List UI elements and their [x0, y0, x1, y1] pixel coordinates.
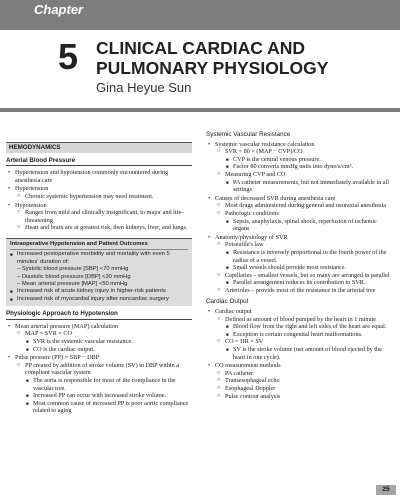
detail-list-item: ■ PA catheter measurements, but not immediately available in all settings	[225, 179, 392, 194]
sub-list-item: ○ Capillaries – smallest vessels, but so many are arranged in parallel ■ Parallel arrangement reduces its contribution to SVR.	[216, 272, 392, 287]
section-heading: HEMODYNAMICS	[6, 142, 192, 153]
callout-box	[6, 238, 192, 306]
hypotension-list	[6, 323, 192, 415]
list-item: • Hypotension ○ Ranges from mild and clinically insignificant, to major and life-threatening ○ Heart and brain are at greatest risk, then kidneys, liver, and lungs.	[6, 202, 192, 232]
cardiac-output-list	[206, 308, 392, 400]
sub-list-item: ○ Arterioles – provide most of the resistance in the arterial tree	[216, 287, 392, 295]
chapter-title	[96, 38, 386, 78]
detail-list-item: ■ Increased PP can occur with increased stroke volume.	[25, 392, 192, 400]
sub-list-item: ○ CO = HR × SV ■ SV is the stroke volume (net amount of blood ejected by the heart in one cycle).	[216, 338, 392, 361]
detail-list-item: ■ Sepsis, anaphylaxis, spinal shock, reperfusion of ischemic organs	[225, 218, 392, 233]
subsection-heading-hypotension: Physiologic Approach to Hypotension	[6, 310, 192, 320]
list-item: • Mean arterial pressure (MAP) calculation ○ MAP = SVR × CO ■ SVR is the systemic vascular resistance. ■ CO is the cardiac output.	[6, 323, 192, 353]
right-column	[206, 131, 392, 401]
sub-list-item: ○ Pathologic conditions ■ Sepsis, anaphylaxis, spinal shock, reperfusion of ischemic organs	[216, 210, 392, 233]
left-column	[6, 142, 192, 416]
list-item: • Hypertension ○ Chronic systemic hypertension may need treatment.	[6, 185, 192, 200]
detail-list-item: ■ CO is the cardiac output.	[25, 346, 192, 354]
callout-title: Intraoperative Hypotension and Patient Outcomes	[10, 241, 188, 250]
chapter-title-line-2: PULMONARY PHYSIOLOGY	[96, 58, 329, 78]
chapter-title-line-1: CLINICAL CARDIAC AND	[96, 38, 306, 58]
callout-sub-item: – Mean arterial pressure [MAP] <50 mmHg	[17, 280, 128, 287]
header-divider	[0, 108, 400, 112]
callout-item: ■ Increased risk of acute kidney injury in higher-risk patients	[10, 288, 188, 295]
chapter-number: 5	[58, 36, 79, 77]
sub-list-item: ○ Measuring CVP and CO ■ PA catheter measurements, but not immediately available in all settings	[216, 171, 392, 194]
sub-list-item: ○ Chronic systemic hypertension may need treatment.	[16, 193, 192, 201]
list-item: • CO measurement methods ○ PA catheter ○ Transesophageal echo ○ Esophageal Doppler ○ Pulse contour analysis	[206, 362, 392, 400]
sub-list-item: ○ MAP = SVR × CO ■ SVR is the systemic vascular resistance. ■ CO is the cardiac output.	[16, 330, 192, 353]
detail-list-item: ■ Most common cause of increased PP is poor aortic compliance related to aging	[25, 400, 192, 415]
page-number: 25	[376, 485, 396, 495]
author-name: Gina Heyue Sun	[96, 80, 192, 95]
heading-cardiac-output: Cardiac Output	[206, 298, 249, 306]
list-item: • Cardiac output ○ Defined as amount of blood pumped by the heart in 1 minute ■ Blood flow from the right and left sides of the heart are equal. ■ Exception is certain congenital heart malformations. ○ CO = HR × SV ■ SV is the stroke volume (net amount of blood ejected by the heart in one cycle).	[206, 308, 392, 361]
sub-list-item: ○ Pulse contour analysis	[216, 393, 392, 401]
detail-list-item: ■ The aorta is responsible for most of the compliance in the vascular tree.	[25, 377, 192, 392]
sub-list-item: ○ PP created by addition of stroke volume (SV) to DBP within a compliant vascular system ■ The aorta is responsible for most of the compliance in the vascular tree. ■ Increased PP can occur with increased stroke volume. ■ Most common cause of increased PP is poor aortic compliance related to aging	[16, 362, 192, 415]
list-item: • Pulse pressure (PP) = SBP − DBP ○ PP created by addition of stroke volume (SV) to DBP within a compliant vascular system ■ The aorta is responsible for most of the compliance in the vascular tree. ■ Increased PP can occur with increased stroke volume. ■ Most common cause of increased PP is poor aortic compliance related to aging	[6, 354, 192, 415]
heading-svr: Systemic Vascular Resistance	[206, 131, 291, 138]
sub-list-item: ○ Transesophageal echo	[216, 377, 392, 385]
detail-list-item: ■ Parallel arrangement reduces its contribution to SVR.	[225, 279, 392, 287]
callout-list	[10, 251, 188, 303]
list-item: • Hypertension and hypotension commonly encountered during anesthesia care	[6, 169, 192, 184]
detail-list-item: ■ Small vessels should provide most resistance.	[225, 264, 392, 272]
callout-sub-item: – Diastolic blood pressure [DBP] <30 mmHg	[17, 273, 131, 280]
detail-list-item: ■ Blood flow from the right and left sides of the heart are equal.	[225, 323, 392, 331]
detail-list-item: ■ SVR is the systemic vascular resistance.	[25, 338, 192, 346]
sub-list-item: ○ PA catheter	[216, 370, 392, 378]
chapter-header-bar	[0, 0, 400, 30]
callout-item: ■ Increased risk of myocardial injury after noncardiac surgery	[10, 296, 188, 303]
sub-list-item: ○ Most drugs administered during general and neuraxial anesthesia	[216, 202, 392, 210]
list-item: • Causes of decreased SVR during anesthesia care ○ Most drugs administered during general and neuraxial anesthesia ○ Pathologic conditions ■ Sepsis, anaphylaxis, spinal shock, reperfusion of ischemic organs	[206, 195, 392, 233]
sub-list-item: ○ Defined as amount of blood pumped by the heart in 1 minute ■ Blood flow from the right and left sides of the heart are equal. ■ Exception is certain congenital heart malformations.	[216, 316, 392, 339]
sub-list-item: ○ Heart and brain are at greatest risk, then kidneys, liver, and lungs.	[16, 224, 192, 232]
detail-list-item: ■ Resistance is inversely proportional to the fourth power of the radius of a vessel.	[225, 249, 392, 264]
list-item: • Anatomy/physiology of SVR ○ Poiseuille's law ■ Resistance is inversely proportional to the fourth power of the radius of a vessel. ■ Small vessels should provide most resistance. ○ Capillaries – smallest vessels, but so many are arranged in parallel ■ Parallel arrangement reduces its contribution to SVR. ○ Arterioles – provide most of the resistance in the arterial tree	[206, 234, 392, 295]
callout-item: ■ Increased postoperative morbidity and mortality with even 5 minutes' duration of: – Systolic blood pressure [SBP] <70 mmHg – Diastolic blood pressure [DBP] <30 mmHg – Mean arterial pressure [MAP] <50 mmHg	[10, 251, 188, 288]
sub-list-item: ○ Poiseuille's law ■ Resistance is inversely proportional to the fourth power of the radius of a vessel. ■ Small vessels should provide most resistance.	[216, 241, 392, 271]
detail-list-item: ■ Factor 80 converts mmHg units into dyne/s/cm⁵.	[225, 163, 392, 171]
svr-list	[206, 141, 392, 295]
sub-list-item: ○ SVR = 80 × (MAP − CVP)/CO ■ CVP is the central venous pressure. ■ Factor 80 converts mmHg units into dyne/s/cm⁵.	[216, 148, 392, 171]
subsection-heading-arterial-bp: Arterial Blood Pressure	[6, 157, 192, 167]
callout-sub-item: – Systolic blood pressure [SBP] <70 mmHg	[17, 266, 129, 273]
sub-list-item: ○ Ranges from mild and clinically insignificant, to major and life-threatening	[16, 209, 192, 224]
detail-list-item: ■ CVP is the central venous pressure.	[225, 156, 392, 164]
arterial-bp-list	[6, 169, 192, 232]
detail-list-item: ■ Exception is certain congenital heart malformations.	[225, 331, 392, 339]
sub-list-item: ○ Esophageal Doppler	[216, 385, 392, 393]
detail-list-item: ■ SV is the stroke volume (net amount of blood ejected by the heart in one cycle).	[225, 346, 392, 361]
chapter-label: Chapter	[34, 2, 84, 17]
list-item: • Systemic vascular resistance calculation ○ SVR = 80 × (MAP − CVP)/CO ■ CVP is the central venous pressure. ■ Factor 80 converts mmHg units into dyne/s/cm⁵. ○ Measuring CVP and CO ■ PA catheter measurements, but not immediately available in all settings	[206, 141, 392, 194]
